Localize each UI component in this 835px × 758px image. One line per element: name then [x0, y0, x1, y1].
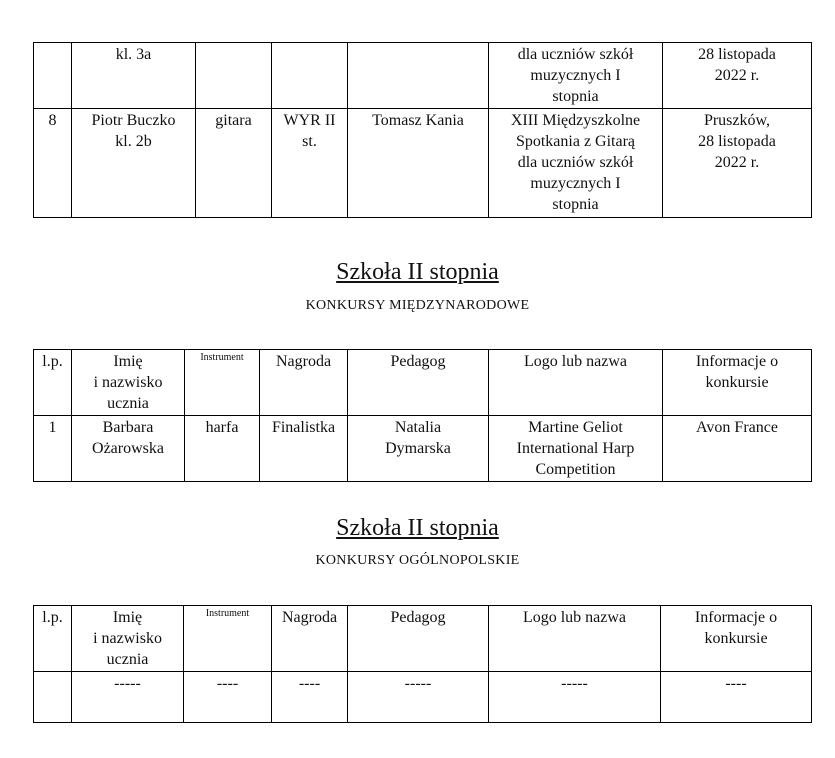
cell-student: Piotr Buczko kl. 2b	[72, 109, 196, 218]
cell-lp: 1	[34, 416, 72, 482]
table-row	[34, 109, 812, 218]
header-info: Informacje o konkursie	[661, 606, 812, 672]
cell-competition: dla uczniów szkół muzycznych I stopnia	[489, 43, 663, 109]
section-title: Szkoła II stopnia	[336, 259, 499, 285]
cell-instrument: harfa	[185, 416, 260, 482]
cell-award	[272, 43, 348, 109]
header-award: Nagroda	[260, 350, 348, 416]
cell-info: Pruszków, 28 listopada 2022 r.	[663, 109, 812, 218]
cell-lp	[34, 672, 72, 723]
cell-instrument	[196, 43, 272, 109]
cell-teacher: -----	[348, 672, 489, 723]
cell-student: -----	[72, 672, 184, 723]
header-info: Informacje o konkursie	[663, 350, 812, 416]
header-teacher: Pedagog	[348, 350, 489, 416]
header-lp: l.p.	[34, 606, 72, 672]
table-header-row	[34, 350, 812, 416]
cell-lp	[34, 43, 72, 109]
header-teacher: Pedagog	[348, 606, 489, 672]
cell-info: 28 listopada 2022 r.	[663, 43, 812, 109]
cell-teacher: Natalia Dymarska	[348, 416, 489, 482]
cell-teacher: Tomasz Kania	[348, 109, 489, 218]
cell-lp: 8	[34, 109, 72, 218]
cell-instrument: ----	[184, 672, 272, 723]
header-award: Nagroda	[272, 606, 348, 672]
cell-student: kl. 3a	[72, 43, 196, 109]
cell-info: ----	[661, 672, 812, 723]
cell-competition: XIII Międzyszkolne Spotkania z Gitarą dla uczniów szkół muzycznych I stopnia	[489, 109, 663, 218]
table-header-row	[34, 606, 812, 672]
section-title: Szkoła II stopnia	[336, 515, 499, 541]
table-row	[34, 416, 812, 482]
header-lp: l.p.	[34, 350, 72, 416]
header-logo: Logo lub nazwa	[489, 606, 661, 672]
cell-student: Barbara Ożarowska	[72, 416, 185, 482]
header-instrument: Instrument	[184, 606, 272, 672]
section-subtitle: KONKURSY MIĘDZYNARODOWE	[305, 298, 530, 313]
cell-teacher	[348, 43, 489, 109]
table-row	[34, 43, 812, 109]
header-instrument: Instrument	[185, 350, 260, 416]
cell-info: Avon France	[663, 416, 812, 482]
cell-instrument: gitara	[196, 109, 272, 218]
cell-award: Finalistka	[260, 416, 348, 482]
cell-award: WYR II st.	[272, 109, 348, 218]
table-first-stage-results	[33, 42, 812, 218]
table-national-competitions	[33, 605, 812, 723]
header-student: Imię i nazwisko ucznia	[72, 606, 184, 672]
table-row	[34, 672, 812, 723]
header-logo: Logo lub nazwa	[489, 350, 663, 416]
cell-competition: -----	[489, 672, 661, 723]
header-student: Imię i nazwisko ucznia	[72, 350, 185, 416]
cell-competition: Martine Geliot International Harp Competition	[489, 416, 663, 482]
table-international-competitions	[33, 349, 812, 482]
cell-award: ----	[272, 672, 348, 723]
section-subtitle: KONKURSY OGÓLNOPOLSKIE	[315, 553, 520, 568]
